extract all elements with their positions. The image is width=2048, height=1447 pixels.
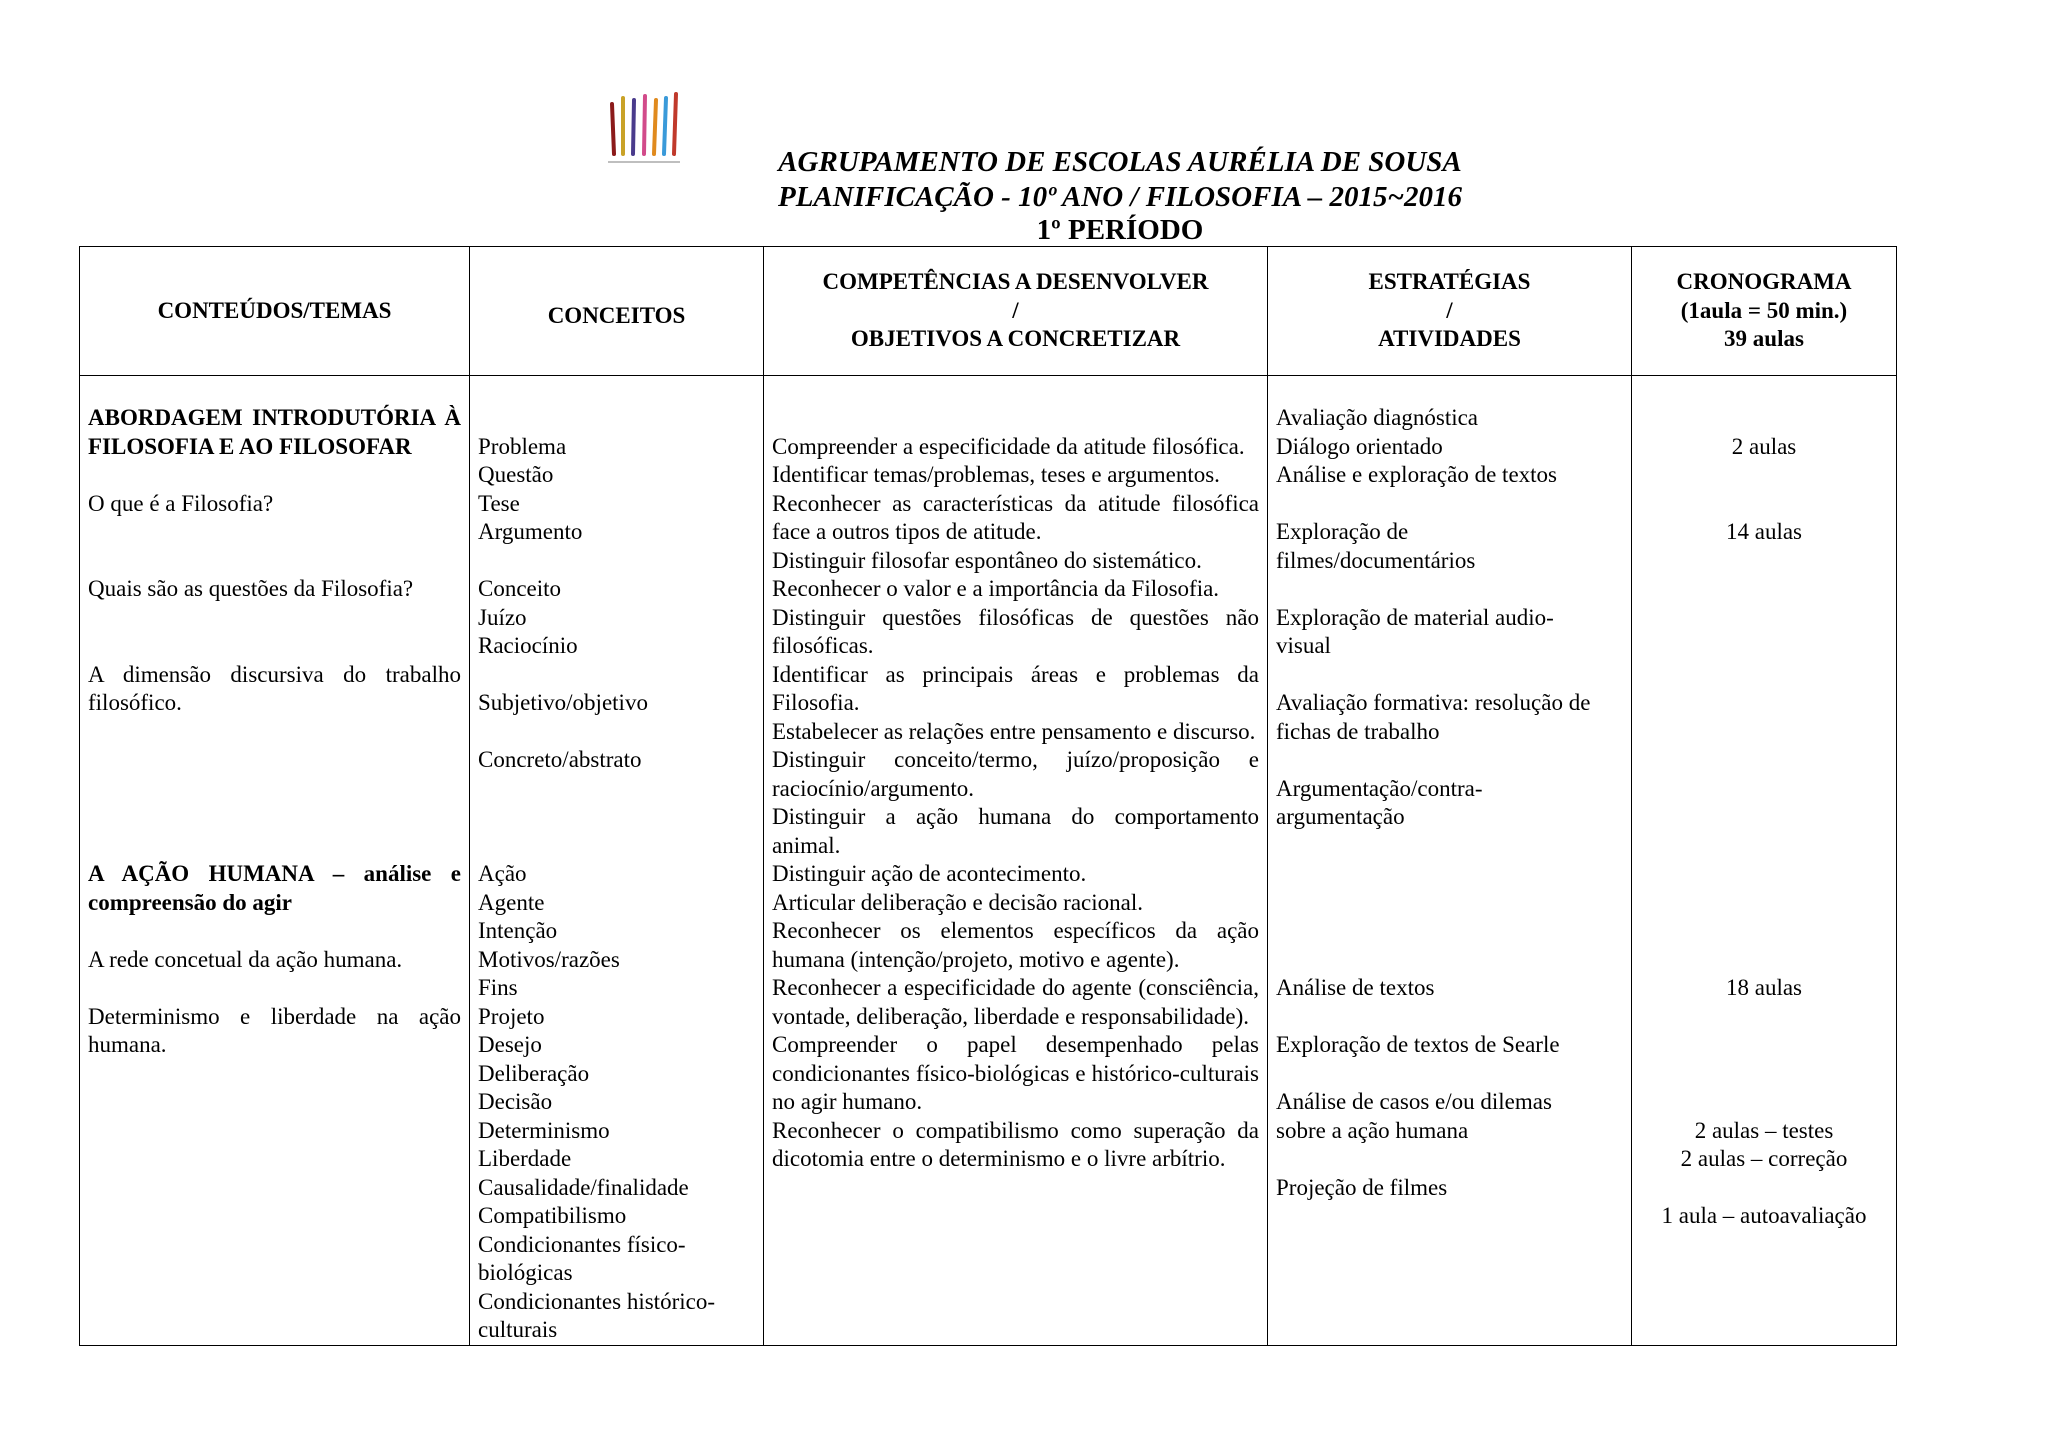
concept-item: Motivos/razões	[478, 946, 620, 972]
schedule-item: 2 aulas – correção	[1680, 1146, 1848, 1171]
concept-item: Decisão	[478, 1089, 553, 1114]
concept-item: Questão	[478, 462, 554, 487]
competence-item: Distinguir a ação humana do comportamento animal.	[772, 804, 1259, 858]
strategy-item: Análise e exploração de textos	[1276, 462, 1557, 487]
cronograma-cell	[1632, 376, 1897, 1346]
competence-item: Distinguir conceito/termo, juízo/proposição e raciocínio/argumento.	[772, 747, 1259, 801]
topic-item: A dimensão discursiva do trabalho filosófico.	[88, 661, 461, 715]
concept-item: Problema	[478, 433, 567, 459]
planning-table	[79, 246, 1897, 1346]
header-estrategias: ESTRATÉGIAS / ATIVIDADES	[1268, 247, 1632, 376]
competence-item: Reconhecer o valor e a importância da Filosofia.	[772, 576, 1220, 601]
topic-heading: ABORDAGEM INTRODUTÓRIA À FILOSOFIA E AO FILOSOFAR	[88, 405, 461, 459]
schedule-item: 14 aulas	[1725, 519, 1802, 544]
conceitos-cell	[470, 376, 764, 1346]
header-competencias: COMPETÊNCIAS A DESENVOLVER / OBJETIVOS A CONCRETIZAR	[764, 247, 1268, 376]
strategy-item: Avaliação diagnóstica	[1276, 405, 1479, 430]
competencias-cell	[764, 376, 1268, 1346]
competence-item: Reconhecer o compatibilismo como superação da dicotomia entre o determinismo e o livre arbítrio.	[772, 1117, 1259, 1171]
strategy-item: Exploração de filmes/documentários	[1276, 519, 1476, 573]
concept-item: Raciocínio	[478, 633, 578, 658]
strategy-item: Análise de textos	[1276, 975, 1435, 1000]
competence-item: Estabelecer as relações entre pensamento e discurso.	[772, 718, 1256, 744]
strategy-item: Avaliação formativa: resolução de fichas de trabalho	[1276, 690, 1591, 744]
strategy-item: Projeção de filmes	[1276, 1174, 1448, 1200]
schedule-item: 1 aula – autoavaliação	[1661, 1203, 1867, 1228]
topic-item: Quais são as questões da Filosofia?	[88, 576, 414, 601]
concept-item: Desejo	[478, 1032, 542, 1057]
competence-item: Distinguir ação de acontecimento.	[772, 861, 1087, 886]
concept-item: Fins	[478, 975, 518, 1000]
strategy-item: Argumentação/contra-argumentação	[1276, 775, 1483, 829]
competence-item: Identificar as principais áreas e problemas da Filosofia.	[772, 661, 1259, 715]
competence-item: Reconhecer os elementos específicos da ação humana (intenção/projeto, motivo e agente).	[772, 918, 1259, 972]
concept-item: Ação	[478, 861, 527, 886]
topic-item: Determinismo e liberdade na ação humana.	[88, 1003, 461, 1057]
strategy-item: Exploração de textos de Searle	[1276, 1032, 1560, 1057]
estrategias-cell	[1268, 376, 1632, 1346]
concept-item: Argumento	[478, 519, 583, 544]
concept-item: Compatibilismo	[478, 1203, 627, 1228]
concept-item: Intenção	[478, 918, 558, 943]
competence-item: Articular deliberação e decisão racional.	[772, 889, 1143, 915]
competence-item: Reconhecer a especificidade do agente (consciência, vontade, deliberação, liberdade e responsabilidade).	[772, 975, 1259, 1029]
concept-item: Conceito	[478, 576, 562, 601]
competence-item: Compreender o papel desempenhado pelas condicionantes físico-biológicas e histórico-culturais no agir humano.	[772, 1032, 1259, 1114]
concept-item: Projeto	[478, 1003, 545, 1029]
topic-item: A rede concetual da ação humana.	[88, 946, 403, 972]
strategy-item: Diálogo orientado	[1276, 433, 1443, 459]
concept-item: Condicionantes histórico-culturais	[478, 1288, 715, 1342]
schedule-item: 18 aulas	[1725, 975, 1802, 1000]
header-temas: CONTEÚDOS/TEMAS	[80, 247, 470, 376]
concept-item: Concreto/abstrato	[478, 747, 642, 772]
strategy-item: Exploração de material audio-visual	[1276, 604, 1554, 658]
topic-heading: A AÇÃO HUMANA – análise e compreensão do agir	[88, 861, 461, 915]
period-title: 1º PERÍODO	[1036, 214, 1204, 246]
strategy-item: Análise de casos e/ou dilemas sobre a ação humana	[1276, 1089, 1552, 1143]
temas-cell	[80, 376, 470, 1346]
concept-item: Causalidade/finalidade	[478, 1174, 689, 1200]
schedule-item: 2 aulas	[1731, 433, 1797, 459]
schedule-item: 2 aulas – testes	[1694, 1117, 1834, 1143]
competence-item: Compreender a especificidade da atitude filosófica.	[772, 433, 1245, 459]
school-title: AGRUPAMENTO DE ESCOLAS AURÉLIA DE SOUSA	[778, 146, 1462, 178]
concept-item: Determinismo	[478, 1117, 610, 1143]
competence-item: Identificar temas/problemas, teses e argumentos.	[772, 462, 1220, 487]
concept-item: Deliberação	[478, 1060, 590, 1086]
competence-item: Distinguir filosofar espontâneo do sistemático.	[772, 547, 1202, 573]
competence-item: Distinguir questões filosóficas de questões não filosóficas.	[772, 604, 1259, 658]
plan-title: PLANIFICAÇÃO - 10º ANO / FILOSOFIA – 2015~2016	[777, 181, 1462, 213]
competence-item: Reconhecer as características da atitude filosófica face a outros tipos de atitude.	[772, 490, 1259, 544]
concept-item: Subjetivo/objetivo	[478, 690, 648, 715]
concept-item: Condicionantes físico-biológicas	[478, 1231, 686, 1285]
concept-item: Juízo	[478, 604, 527, 630]
table-row	[80, 376, 1897, 1346]
concept-item: Liberdade	[478, 1146, 572, 1171]
concept-item: Tese	[478, 490, 520, 516]
topic-item: O que é a Filosofia?	[88, 490, 274, 516]
header-conceitos: CONCEITOS	[470, 247, 764, 376]
header-cronograma: CRONOGRAMA (1aula = 50 min.) 39 aulas	[1632, 247, 1897, 376]
table-header-row	[80, 247, 1897, 376]
concept-item: Agente	[478, 889, 545, 915]
